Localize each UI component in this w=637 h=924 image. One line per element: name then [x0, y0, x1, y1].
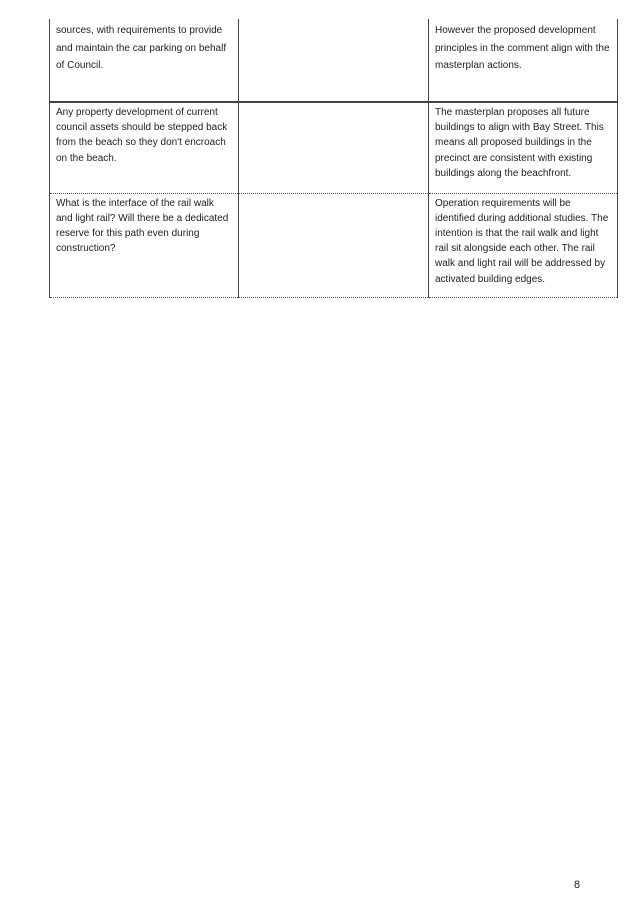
- response-cell: Operation requirements will be identified during additional studies. The intention is that the rail walk and light rail sit alongside each other. The rail walk and light rail will be addressed by activated building edges.: [429, 193, 618, 297]
- response-cell: However the proposed development principles in the comment align with the masterplan actions.: [429, 19, 618, 102]
- table-row: [50, 193, 618, 297]
- page-number: 8: [574, 879, 581, 891]
- response-cell: The masterplan proposes all future buildings to align with Bay Street. This means all proposed buildings in the precinct are consistent with existing buildings along the beachfront.: [429, 102, 618, 193]
- comment-cell: sources, with requirements to provide and maintain the car parking on behalf of Council.: [50, 19, 239, 102]
- consultation-table: [49, 19, 618, 298]
- comment-cell: What is the interface of the rail walk and light rail? Will there be a dedicated reserve for this path even during construction?: [50, 193, 239, 297]
- comment-cell: Any property development of current council assets should be stepped back from the beach so they don't encroach on the beach.: [50, 102, 239, 193]
- table-row: [50, 19, 618, 102]
- middle-cell: [239, 19, 429, 102]
- middle-cell: [239, 193, 429, 297]
- middle-cell: [239, 102, 429, 193]
- table-row: [50, 102, 618, 193]
